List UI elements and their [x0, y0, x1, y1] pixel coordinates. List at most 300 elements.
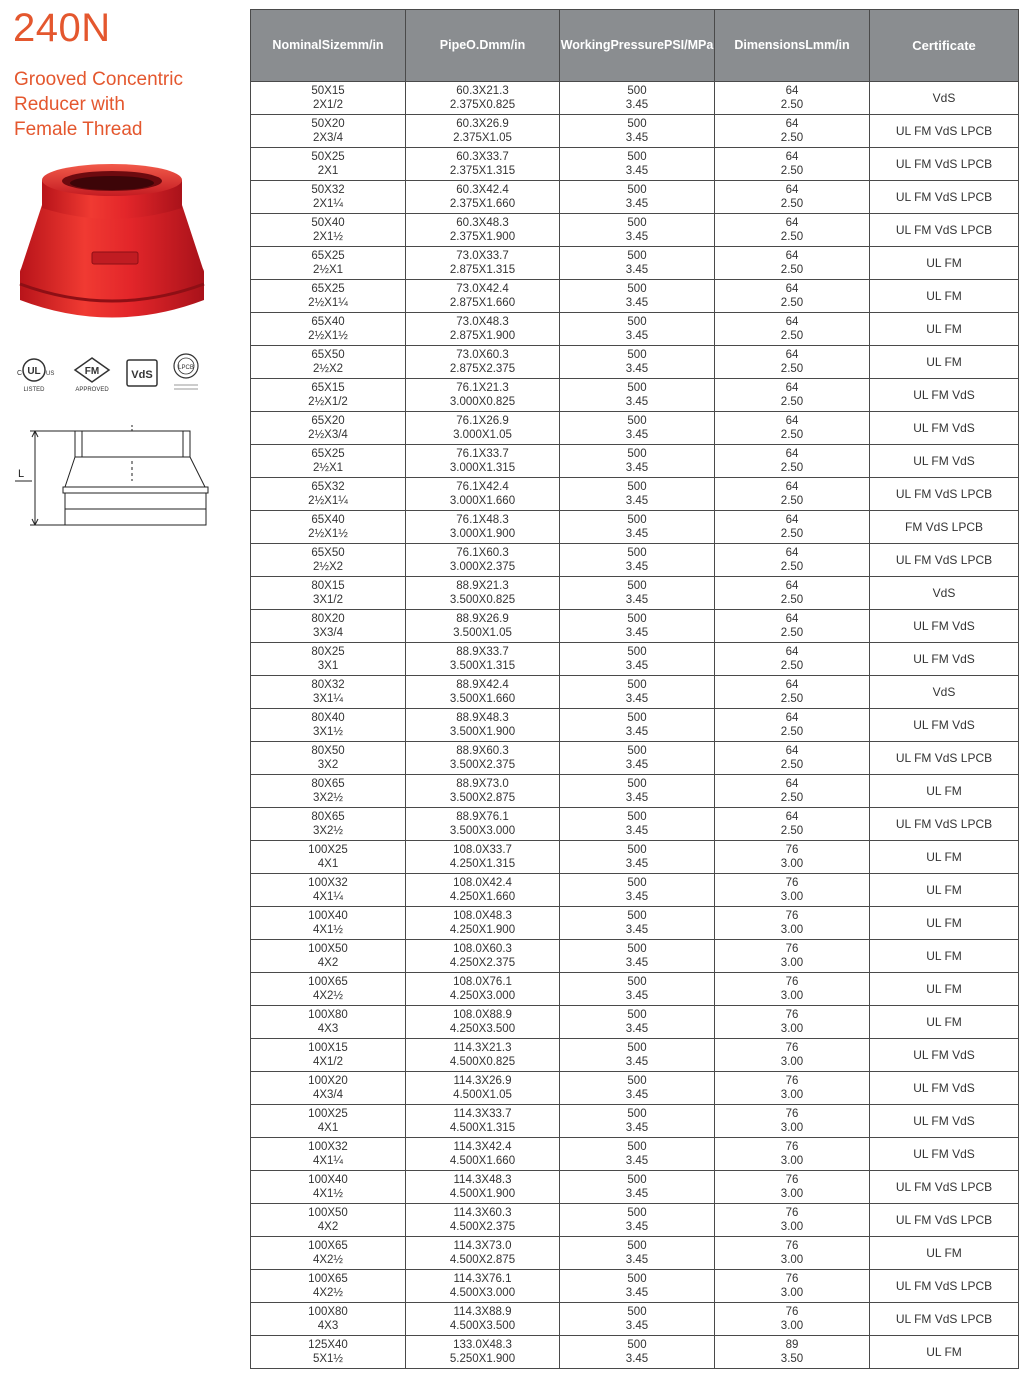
working-pressure-cell-line: 3.45 [625, 264, 649, 276]
dimension-cell [715, 709, 870, 742]
working-pressure-cell-line: 500 [627, 1141, 647, 1153]
working-pressure-cell-line: 3.45 [625, 1155, 649, 1167]
dimension-cell [715, 1039, 870, 1072]
dimension-cell [715, 82, 870, 115]
certificate-cell: UL FM [870, 973, 1019, 1006]
dimension-cell-line: 3.00 [780, 1155, 804, 1167]
dimension-cell-line: 76 [785, 844, 799, 856]
working-pressure-cell-line: 500 [627, 679, 647, 691]
dimension-cell-line: 64 [785, 646, 799, 658]
working-pressure-cell-line: 500 [627, 250, 647, 262]
working-pressure-cell [560, 82, 715, 115]
working-pressure-cell [560, 544, 715, 577]
nominal-size-cell-line: 5X1½ [312, 1353, 344, 1365]
nominal-size-cell-line: 65X50 [311, 547, 345, 559]
nominal-size-cell-line: 65X50 [311, 349, 345, 361]
pipe-od-cell-line: 3.500X2.875 [449, 792, 516, 804]
nominal-size-cell-line: 4X2½ [312, 1287, 344, 1299]
dimension-cell [715, 1204, 870, 1237]
pipe-od-cell-line: 108.0X42.4 [453, 877, 512, 889]
nominal-size-cell-line: 2½X1½ [308, 528, 348, 540]
working-pressure-cell [560, 1072, 715, 1105]
table-row [251, 1006, 1019, 1039]
table-row [251, 907, 1019, 940]
working-pressure-cell-line: 3.45 [625, 1287, 649, 1299]
working-pressure-cell-line: 500 [627, 481, 647, 493]
pipe-od-cell-line: 76.1X48.3 [456, 514, 509, 526]
pipe-od-cell [406, 1138, 560, 1171]
nominal-size-cell [251, 313, 406, 346]
pipe-od-cell-line: 3.000X1.05 [453, 429, 512, 441]
certification-marks [12, 352, 212, 398]
table-row [251, 1237, 1019, 1270]
pipe-od-cell-line: 3.500X0.825 [449, 594, 516, 606]
dimension-cell-line: 64 [785, 151, 799, 163]
pipe-od-cell [406, 1072, 560, 1105]
table-body [251, 82, 1019, 1369]
pipe-od-cell-line: 4.250X1.900 [449, 924, 516, 936]
nominal-size-cell-line: 100X65 [308, 1240, 348, 1252]
table-row [251, 1336, 1019, 1369]
working-pressure-cell [560, 643, 715, 676]
working-pressure-cell-line: 500 [627, 943, 647, 955]
dimension-cell-line: 76 [785, 1042, 799, 1054]
pipe-od-cell-line: 2.375X0.825 [449, 99, 516, 111]
dimension-cell-line: 64 [785, 481, 799, 493]
dimension-cell [715, 445, 870, 478]
pipe-od-cell [406, 577, 560, 610]
dimension-cell-line: 64 [785, 679, 799, 691]
working-pressure-cell-line: 3.45 [625, 1056, 649, 1068]
working-pressure-cell-line: 500 [627, 976, 647, 988]
pipe-od-cell [406, 511, 560, 544]
pipe-od-cell-line: 5.250X1.900 [449, 1353, 516, 1365]
working-pressure-cell-line: 500 [627, 910, 647, 922]
nominal-size-cell [251, 1270, 406, 1303]
pipe-od-cell-line: 3.500X3.000 [449, 825, 516, 837]
dimension-cell-line: 3.00 [780, 858, 804, 870]
product-info-panel [0, 0, 240, 1375]
nominal-size-cell-line: 100X80 [308, 1009, 348, 1021]
nominal-size-cell-line: 2X1½ [312, 231, 344, 243]
nominal-size-cell-line: 80X15 [311, 580, 345, 592]
pipe-od-cell [406, 445, 560, 478]
working-pressure-cell-line: 500 [627, 1174, 647, 1186]
pipe-od-cell-line: 4.500X1.315 [449, 1122, 516, 1134]
nominal-size-cell-line: 65X15 [311, 382, 345, 394]
dimension-cell-line: 76 [785, 1240, 799, 1252]
dimension-cell-line: 76 [785, 1273, 799, 1285]
working-pressure-cell [560, 907, 715, 940]
nominal-size-cell [251, 577, 406, 610]
nominal-size-cell-line: 80X50 [311, 745, 345, 757]
header-certificate: Certificate [870, 10, 1019, 82]
nominal-size-cell [251, 1237, 406, 1270]
working-pressure-cell [560, 280, 715, 313]
pipe-od-cell-line: 2.375X1.05 [453, 132, 512, 144]
dimension-cell [715, 412, 870, 445]
lpcb-mark-text: LPCB [178, 365, 194, 371]
nominal-size-cell-line: 2½X1¼ [308, 297, 348, 309]
pipe-od-cell [406, 346, 560, 379]
dimension-cell [715, 1171, 870, 1204]
pipe-od-cell-line: 3.500X1.900 [449, 726, 516, 738]
working-pressure-cell [560, 676, 715, 709]
nominal-size-cell [251, 511, 406, 544]
working-pressure-cell-line: 500 [627, 547, 647, 559]
pipe-od-cell-line: 4.250X1.660 [449, 891, 516, 903]
nominal-size-cell [251, 1204, 406, 1237]
dimension-cell [715, 115, 870, 148]
dimension-cell-line: 3.00 [780, 1287, 804, 1299]
pipe-od-cell [406, 775, 560, 808]
dimension-cell-line: 2.50 [780, 561, 804, 573]
ul-us-text: US [46, 371, 55, 377]
working-pressure-cell-line: 500 [627, 811, 647, 823]
header-working-pressure: WorkingPressurePSI/MPa [560, 10, 715, 82]
pipe-od-cell-line: 3.500X1.05 [453, 627, 512, 639]
pipe-od-cell-line: 4.250X3.500 [449, 1023, 516, 1035]
nominal-size-cell [251, 1105, 406, 1138]
nominal-size-cell-line: 65X25 [311, 250, 345, 262]
dimension-cell [715, 577, 870, 610]
pipe-od-cell-line: 114.3X33.7 [453, 1108, 512, 1120]
nominal-size-cell-line: 4X1/2 [312, 1056, 344, 1068]
pipe-od-cell-line: 114.3X42.4 [453, 1141, 512, 1153]
dimension-cell-line: 3.00 [780, 1254, 804, 1266]
dimension-cell-line: 2.50 [780, 198, 804, 210]
working-pressure-cell-line: 500 [627, 1240, 647, 1252]
pipe-od-cell [406, 313, 560, 346]
working-pressure-cell-line: 500 [627, 580, 647, 592]
dimension-cell-line: 2.50 [780, 594, 804, 606]
working-pressure-cell-line: 3.45 [625, 231, 649, 243]
nominal-size-cell-line: 65X32 [311, 481, 345, 493]
nominal-size-cell-line: 2X1 [317, 165, 339, 177]
dimension-drawing [10, 425, 215, 535]
dimension-cell [715, 1270, 870, 1303]
header-pipe-od: PipeO.Dmm/in [406, 10, 560, 82]
pipe-od-cell [406, 907, 560, 940]
certificate-cell: UL FM VdS [870, 379, 1019, 412]
pipe-od-cell-line: 114.3X21.3 [453, 1042, 512, 1054]
dimension-cell [715, 511, 870, 544]
dimension-cell [715, 1237, 870, 1270]
product-title-line: Grooved Concentric [14, 69, 183, 90]
dimension-cell-line: 76 [785, 1207, 799, 1219]
certificate-cell: UL FM VdS [870, 643, 1019, 676]
nominal-size-cell-line: 100X32 [308, 1141, 348, 1153]
table-row [251, 82, 1019, 115]
working-pressure-cell [560, 1303, 715, 1336]
working-pressure-cell-line: 500 [627, 514, 647, 526]
nominal-size-cell-line: 100X65 [308, 976, 348, 988]
pipe-od-cell-line: 3.500X1.315 [449, 660, 516, 672]
dimension-cell-line: 64 [785, 778, 799, 790]
pipe-od-cell [406, 874, 560, 907]
dimension-cell-line: 2.50 [780, 429, 804, 441]
table-row [251, 940, 1019, 973]
working-pressure-cell-line: 3.45 [625, 792, 649, 804]
dimension-cell-line: 3.00 [780, 1320, 804, 1332]
dimension-cell [715, 313, 870, 346]
working-pressure-cell-line: 500 [627, 1273, 647, 1285]
working-pressure-cell-line: 3.45 [625, 165, 649, 177]
working-pressure-cell-line: 3.45 [625, 363, 649, 375]
nominal-size-cell-line: 4X1 [317, 1122, 339, 1134]
nominal-size-cell-line: 80X20 [311, 613, 345, 625]
dimension-cell [715, 1006, 870, 1039]
nominal-size-cell-line: 50X25 [311, 151, 345, 163]
working-pressure-cell-line: 500 [627, 844, 647, 856]
pipe-od-cell [406, 82, 560, 115]
pipe-od-cell [406, 808, 560, 841]
nominal-size-cell-line: 100X25 [308, 1108, 348, 1120]
nominal-size-cell-line: 2½X1/2 [308, 396, 348, 408]
nominal-size-cell-line: 3X1½ [312, 726, 344, 738]
pipe-od-cell-line: 108.0X76.1 [453, 976, 512, 988]
specification-table-container [250, 9, 1018, 1369]
nominal-size-cell-line: 3X1 [317, 660, 339, 672]
dimension-cell-line: 3.00 [780, 1122, 804, 1134]
nominal-size-cell [251, 280, 406, 313]
pipe-od-cell-line: 2.375X1.315 [449, 165, 516, 177]
working-pressure-cell-line: 500 [627, 382, 647, 394]
dimension-cell-line: 64 [785, 613, 799, 625]
table-row [251, 709, 1019, 742]
pipe-od-cell [406, 379, 560, 412]
pipe-od-cell-line: 60.3X33.7 [456, 151, 509, 163]
certificate-cell: UL FM VdS [870, 1138, 1019, 1171]
pipe-od-cell-line: 4.500X3.500 [449, 1320, 516, 1332]
nominal-size-cell-line: 65X20 [311, 415, 345, 427]
lpcb-icon [174, 354, 198, 389]
nominal-size-cell-line: 125X40 [308, 1339, 348, 1351]
table-row [251, 610, 1019, 643]
dimension-cell [715, 544, 870, 577]
working-pressure-cell [560, 214, 715, 247]
nominal-size-cell-line: 4X3 [317, 1023, 339, 1035]
working-pressure-cell [560, 1171, 715, 1204]
certificate-cell: UL FM VdS LPCB [870, 1270, 1019, 1303]
dimension-cell-line: 76 [785, 910, 799, 922]
nominal-size-cell [251, 1039, 406, 1072]
dimension-cell [715, 280, 870, 313]
certificate-cell: FM VdS LPCB [870, 511, 1019, 544]
nominal-size-cell-line: 4X2 [317, 1221, 339, 1233]
working-pressure-cell [560, 610, 715, 643]
pipe-od-cell [406, 1303, 560, 1336]
working-pressure-cell-line: 3.45 [625, 924, 649, 936]
working-pressure-cell-line: 3.45 [625, 1089, 649, 1101]
working-pressure-cell [560, 115, 715, 148]
pipe-od-cell-line: 4.250X2.375 [449, 957, 516, 969]
pipe-od-cell-line: 76.1X21.3 [456, 382, 509, 394]
nominal-size-cell [251, 907, 406, 940]
working-pressure-cell-line: 3.45 [625, 561, 649, 573]
pipe-od-cell-line: 114.3X26.9 [453, 1075, 512, 1087]
dimension-cell [715, 379, 870, 412]
dimension-cell-line: 2.50 [780, 132, 804, 144]
nominal-size-cell [251, 841, 406, 874]
pipe-od-cell-line: 4.500X1.900 [449, 1188, 516, 1200]
pipe-od-cell [406, 940, 560, 973]
table-row [251, 973, 1019, 1006]
nominal-size-cell [251, 148, 406, 181]
nominal-size-cell [251, 1336, 406, 1369]
fm-approved-icon [75, 358, 109, 393]
dimension-cell [715, 610, 870, 643]
dimension-cell-line: 2.50 [780, 792, 804, 804]
nominal-size-cell-line: 4X1¼ [312, 891, 344, 903]
working-pressure-cell [560, 1039, 715, 1072]
pipe-od-cell-line: 108.0X60.3 [453, 943, 512, 955]
working-pressure-cell-line: 3.45 [625, 957, 649, 969]
nominal-size-cell-line: 4X2½ [312, 990, 344, 1002]
pipe-od-cell-line: 73.0X42.4 [456, 283, 509, 295]
nominal-size-cell-line: 2½X2 [312, 363, 344, 375]
certificate-cell: UL FM VdS [870, 412, 1019, 445]
nominal-size-cell [251, 610, 406, 643]
working-pressure-cell [560, 313, 715, 346]
certificate-cell: UL FM [870, 346, 1019, 379]
certificate-cell: VdS [870, 82, 1019, 115]
table-row [251, 544, 1019, 577]
pipe-od-cell [406, 1006, 560, 1039]
nominal-size-cell-line: 2½X1½ [308, 330, 348, 342]
dimension-cell-line: 3.00 [780, 1221, 804, 1233]
dimension-cell [715, 841, 870, 874]
table-row [251, 874, 1019, 907]
pipe-od-cell-line: 108.0X33.7 [453, 844, 512, 856]
ul-listed-text: LISTED [23, 387, 45, 393]
working-pressure-cell [560, 1105, 715, 1138]
table-row [251, 181, 1019, 214]
working-pressure-cell-line: 3.45 [625, 990, 649, 1002]
table-row [251, 148, 1019, 181]
dimension-cell-line: 64 [785, 217, 799, 229]
certificate-cell: UL FM VdS [870, 445, 1019, 478]
nominal-size-cell-line: 100X25 [308, 844, 348, 856]
working-pressure-cell-line: 3.45 [625, 1320, 649, 1332]
pipe-od-cell-line: 2.875X1.315 [449, 264, 516, 276]
working-pressure-cell [560, 1270, 715, 1303]
pipe-od-cell [406, 742, 560, 775]
pipe-od-cell-line: 76.1X33.7 [456, 448, 509, 460]
nominal-size-cell [251, 1138, 406, 1171]
dimension-cell [715, 940, 870, 973]
nominal-size-cell [251, 742, 406, 775]
pipe-od-cell-line: 88.9X21.3 [456, 580, 509, 592]
dimension-cell-line: 64 [785, 811, 799, 823]
ul-mark-text: UL [27, 366, 41, 377]
working-pressure-cell [560, 742, 715, 775]
dimension-cell-line: 3.00 [780, 1089, 804, 1101]
pipe-od-cell-line: 133.0X48.3 [453, 1339, 512, 1351]
table-row [251, 742, 1019, 775]
working-pressure-cell-line: 3.45 [625, 297, 649, 309]
dimension-cell [715, 478, 870, 511]
pipe-od-cell [406, 676, 560, 709]
nominal-size-cell-line: 2½X1 [312, 264, 344, 276]
vds-mark-text: VdS [131, 369, 153, 381]
working-pressure-cell [560, 709, 715, 742]
working-pressure-cell [560, 973, 715, 1006]
certificate-cell: UL FM [870, 1006, 1019, 1039]
dimension-cell-line: 76 [785, 1174, 799, 1186]
nominal-size-cell-line: 4X1½ [312, 924, 344, 936]
vds-icon [127, 360, 157, 386]
dimension-cell-line: 64 [785, 283, 799, 295]
working-pressure-cell-line: 500 [627, 778, 647, 790]
certificate-cell: UL FM [870, 874, 1019, 907]
working-pressure-cell-line: 3.45 [625, 429, 649, 441]
working-pressure-cell-line: 500 [627, 1306, 647, 1318]
pipe-od-cell [406, 643, 560, 676]
certificate-cell: UL FM VdS LPCB [870, 1204, 1019, 1237]
working-pressure-cell-line: 500 [627, 712, 647, 724]
certificate-cell: UL FM VdS LPCB [870, 115, 1019, 148]
nominal-size-cell-line: 4X1¼ [312, 1155, 344, 1167]
pipe-od-cell [406, 1270, 560, 1303]
pipe-od-cell-line: 2.875X1.900 [449, 330, 516, 342]
specification-table [250, 9, 1019, 1369]
dimension-cell-line: 2.50 [780, 726, 804, 738]
dimension-cell-line: 3.00 [780, 924, 804, 936]
certificate-cell: UL FM [870, 280, 1019, 313]
pipe-od-cell-line: 73.0X60.3 [456, 349, 509, 361]
certificate-cell: UL FM [870, 313, 1019, 346]
dimension-cell-line: 64 [785, 547, 799, 559]
nominal-size-cell [251, 379, 406, 412]
dimension-cell-line: 64 [785, 250, 799, 262]
pipe-od-cell-line: 4.250X3.000 [449, 990, 516, 1002]
nominal-size-cell-line: 50X15 [311, 85, 345, 97]
working-pressure-cell-line: 3.45 [625, 759, 649, 771]
nominal-size-cell-line: 2X3/4 [312, 132, 344, 144]
dimension-cell [715, 346, 870, 379]
working-pressure-cell-line: 500 [627, 151, 647, 163]
nominal-size-cell-line: 3X2½ [312, 825, 344, 837]
nominal-size-cell [251, 181, 406, 214]
dimension-cell [715, 1138, 870, 1171]
working-pressure-cell-line: 3.45 [625, 693, 649, 705]
dimension-cell-line: 76 [785, 943, 799, 955]
dimension-cell-line: 64 [785, 448, 799, 460]
nominal-size-cell-line: 100X40 [308, 910, 348, 922]
certificate-cell: UL FM [870, 775, 1019, 808]
pipe-od-cell-line: 4.500X1.05 [453, 1089, 512, 1101]
pipe-od-cell [406, 610, 560, 643]
dimension-cell-line: 3.00 [780, 1188, 804, 1200]
dimension-cell-line: 89 [785, 1339, 799, 1351]
pipe-od-cell-line: 114.3X76.1 [453, 1273, 512, 1285]
pipe-od-cell-line: 3.000X1.660 [449, 495, 516, 507]
nominal-size-cell [251, 82, 406, 115]
pipe-od-cell-line: 114.3X48.3 [453, 1174, 512, 1186]
pipe-od-cell-line: 60.3X48.3 [456, 217, 509, 229]
pipe-od-cell-line: 76.1X42.4 [456, 481, 509, 493]
certificate-cell: UL FM VdS LPCB [870, 214, 1019, 247]
working-pressure-cell-line: 500 [627, 613, 647, 625]
working-pressure-cell-line: 3.45 [625, 396, 649, 408]
nominal-size-cell [251, 214, 406, 247]
pipe-od-cell-line: 3.000X1.900 [449, 528, 516, 540]
nominal-size-cell-line: 65X25 [311, 283, 345, 295]
working-pressure-cell-line: 3.45 [625, 132, 649, 144]
working-pressure-cell-line: 500 [627, 283, 647, 295]
pipe-od-cell [406, 280, 560, 313]
